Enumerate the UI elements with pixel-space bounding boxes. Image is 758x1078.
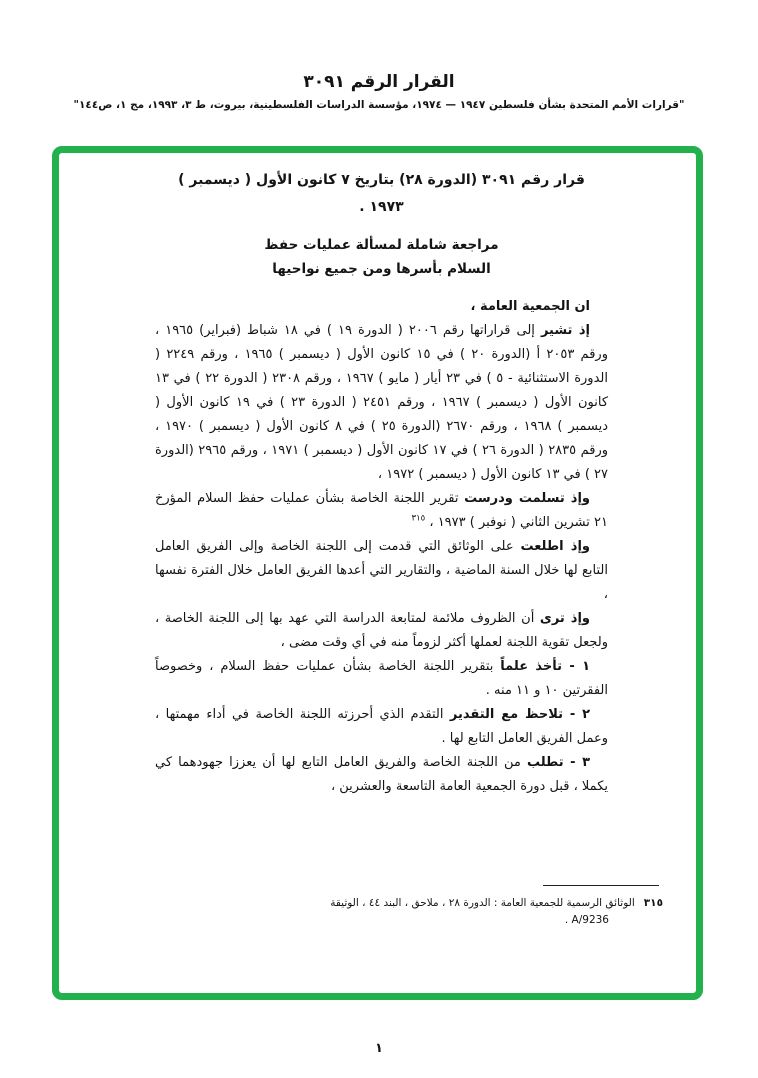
resolution-heading-line2: ١٩٧٣ . (359, 199, 404, 215)
item-number: ٢ - (569, 707, 590, 722)
operative-item (155, 655, 608, 703)
operative-item (155, 751, 608, 799)
item-lead: تلاحظ مع التقدير (449, 707, 563, 722)
resolution-subject-line1: مراجعة شاملة لمسألة عمليات حفظ (264, 237, 499, 253)
document-frame (52, 146, 703, 1000)
item-text: من اللجنة الخاصة والفريق العامل التابع لها أن يعززا جهودهما كي يكملا ، قبل دورة الجمعية العامة التاسعة والعشرين ، (155, 755, 608, 794)
source-citation-line: "قرارات الأمم المتحدة بشأن فلسطين ١٩٤٧ — ١٩٧٤، مؤسسة الدراسات الفلسطينية، بيروت، ط ٣، ١٩٩٣، مج ١، ص١٤٤" (73, 99, 685, 111)
paragraph-lead: وإذ تسلمت ودرست (464, 491, 590, 506)
paragraph-text: إلى قراراتها رقم ٢٠٠٦ ( الدورة ١٩ ) في ١٨ شباط (فبراير) ١٩٦٥ ، ورقم ٢٠٥٣ أ (الدورة ٢٠ ) في ١٥ كانون الأول ( ديسمبر ) ١٩٦٥ ، ورقم ٢٢٤٩ ( الدورة الاستثنائية - ٥ ) في ٢٣ أيار ( مايو ) ١٩٦٧ ، ورقم ٢٣٠٨ ( الدورة ٢٢ ) في ١٣ كانون الأول ( ديسمبر ) ١٩٦٧ ، ورقم ٢٤٥١ ( الدورة ٢٣ ) في ١٩ كانون الأول ( ديسمبر ) ١٩٦٨ ، ورقم ٢٦٧٠ (الدورة ٢٥ ) في ٨ كانون الأول ( ديسمبر ) ١٩٧٠ ، ورقم ٢٨٣٥ ( الدورة ٢٦ ) في ١٧ كانون الأول ( ديسمبر ) ١٩٧١ ، ورقم ٢٩٦٥ (الدورة ٢٧ ) في ١٣ كانون الأول ( ديسمبر ) ١٩٧٢ ، (155, 323, 609, 482)
item-number: ٣ - (570, 755, 590, 770)
preamble-paragraph (155, 607, 608, 655)
preamble-paragraph (155, 319, 608, 487)
preamble-paragraph (155, 535, 608, 607)
item-text: بتقرير اللجنة الخاصة بشأن عمليات حفظ السلام ، وخصوصاً الفقرتين ١٠ و ١١ منه . (155, 659, 608, 698)
page-title: القرار الرقم ٣٠٩١ (303, 72, 455, 92)
paragraph-lead: وإذ اطلعت (520, 539, 590, 554)
resolution-heading-line1: قرار رقم ٣٠٩١ (الدورة ٢٨) بتاريخ ٧ كانون الأول ( ديسمبر ) (178, 172, 585, 188)
resolution-heading (155, 167, 608, 221)
item-lead: تأخذ علماً (500, 659, 563, 674)
opening-phrase: ان الجمعية العامة ، (470, 299, 590, 314)
paragraph-lead: إذ تشير (540, 323, 590, 338)
page-header (0, 72, 758, 111)
paragraph-text: على الوثائق التي قدمت إلى اللجنة الخاصة وإلى الفريق العامل التابع لها خلال السنة الماضية ، والتقارير التي أعدها الفريق العامل خلال الفترة نفسها ، (155, 539, 608, 602)
item-text: التقدم الذي أحرزته اللجنة الخاصة في أداء مهمتها ، وعمل الفريق العامل التابع لها . (155, 707, 608, 746)
footnote (321, 895, 663, 929)
item-number: ١ - (569, 659, 591, 674)
preamble-paragraph (155, 487, 608, 535)
footnote-area (321, 885, 663, 929)
resolution-body (59, 153, 696, 865)
paragraph-text: أن الظروف ملائمة لمتابعة الدراسة التي عهد بها إلى اللجنة الخاصة ، ولجعل تقوية اللجنة لعملها أكثر لزوماً منه في أي وقت مضى ، (155, 611, 608, 650)
resolution-subject-line2: السلام بأسرها ومن جميع نواحيها (272, 261, 491, 277)
page-number: ١ (375, 1041, 383, 1056)
footnote-marker: ٣١٥ (643, 897, 663, 909)
item-lead: تطلب (526, 755, 564, 770)
operative-item (155, 703, 608, 751)
paragraph-text: تقرير اللجنة الخاصة بشأن عمليات حفظ السلام المؤرخ ٢١ تشرين الثاني ( نوفبر ) ١٩٧٣ ، (155, 491, 608, 530)
footnote-text: الوثائق الرسمية للجمعية العامة : الدورة ٢٨ ، ملاحق ، البند ٤٤ ، الوثيقة A/9236 . (330, 897, 635, 926)
paragraph-lead: وإذ ترى (539, 611, 590, 626)
footnote-reference: ٣١٥ (411, 513, 426, 524)
resolution-subject (155, 233, 608, 281)
footnote-divider (543, 885, 659, 886)
